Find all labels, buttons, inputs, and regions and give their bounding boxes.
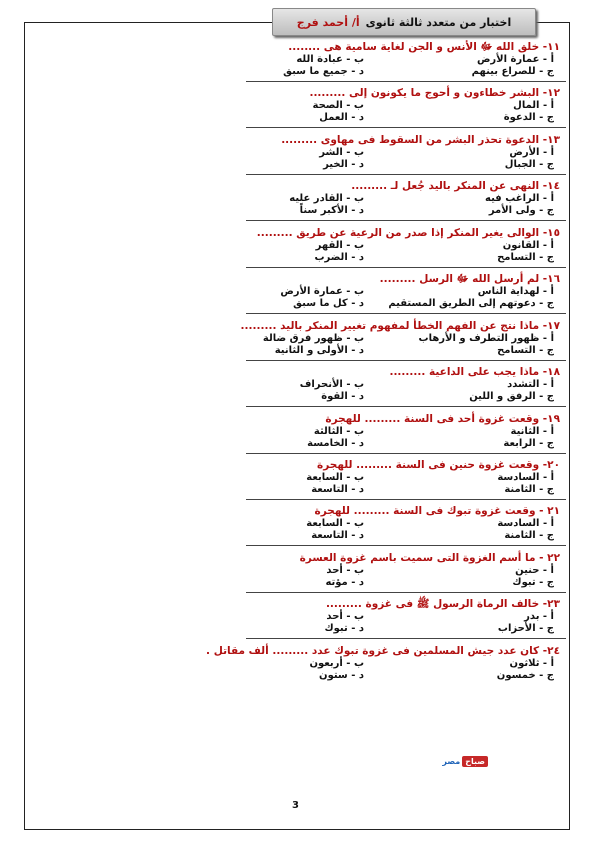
answer-option: ب - أحد	[326, 564, 364, 576]
question-text: ١٩- وقعت غزوة أحد فى السنة ......... للهجرة	[325, 412, 560, 425]
question-text: ١٢- البشر خطاءون و أحوج ما يكونون إلى .........	[309, 87, 560, 100]
options-row	[24, 518, 566, 530]
answer-option: د - الخير	[323, 158, 364, 170]
options-block	[24, 193, 566, 217]
header-author: أ/ أحمد فرج	[296, 15, 360, 29]
question-divider	[246, 174, 566, 175]
options-block	[24, 240, 566, 264]
question-item	[24, 458, 566, 500]
answer-option: د - جميع ما سبق	[283, 66, 364, 77]
options-row	[24, 193, 566, 205]
answer-option: أ - ظهور التطرف و الأرهاب	[418, 332, 554, 344]
answer-option: ج - الثامنة	[504, 530, 554, 542]
watermark-part-1: صباح	[462, 756, 488, 767]
answer-option: ج - الرابعة	[503, 437, 554, 449]
header-title: اختبار من متعدد ثالثة ثانوى	[365, 15, 512, 29]
answer-option: ب - أحد	[326, 611, 364, 623]
answer-option: د - الخامسة	[307, 437, 364, 449]
watermark-part-2: مصر	[442, 756, 461, 766]
header-banner	[272, 8, 536, 36]
question-divider	[246, 545, 566, 546]
answer-option: ب - ظهور فرق ضالة	[262, 332, 364, 344]
question-text: ٢١ - وقعت غزوة تبوك فى السنة ......... للهجرة	[314, 505, 560, 518]
question-item	[24, 272, 566, 314]
question-item	[24, 133, 566, 175]
options-block	[24, 611, 566, 635]
answer-option: ج - خمسون	[496, 669, 554, 681]
answer-option: ب - الأنحراف	[299, 379, 364, 391]
options-row	[24, 623, 566, 635]
options-block	[24, 147, 566, 171]
options-block	[24, 658, 566, 682]
answer-option: أ - القانون	[502, 239, 554, 251]
question-text: ٢٤- كان عدد جيش المسلمين فى غزوة تبوك عدد ......... ألف مقاتل .	[206, 644, 560, 657]
answer-option: د - الأولى و الثانية	[274, 344, 364, 356]
answer-option: د - العمل	[319, 112, 364, 124]
question-item	[24, 597, 566, 639]
question-text: ١٦- لم أرسل الله ﷻ الرسل .........	[379, 273, 560, 286]
answer-option: ب - الشر	[319, 146, 364, 158]
answer-option: أ - ثلاثون	[509, 657, 554, 669]
answer-option: ج - الجبال	[504, 158, 554, 170]
question-text: ١٤- النهى عن المنكر باليد جُعل لـ .........	[351, 180, 560, 193]
answer-option: ج - الرفق و اللين	[469, 391, 554, 403]
answer-option: أ - السادسة	[497, 471, 554, 483]
options-row	[24, 333, 566, 345]
page-number: 3	[292, 800, 299, 811]
options-row	[24, 472, 566, 484]
answer-option: ج - الثامنة	[504, 483, 554, 495]
answer-option: ب - أربعون	[309, 657, 364, 669]
answer-option: أ - بدر	[524, 611, 554, 623]
question-item	[24, 40, 566, 82]
question-item	[24, 412, 566, 454]
options-row	[24, 205, 566, 217]
answer-option: د - التاسعة	[311, 483, 364, 495]
options-row	[24, 100, 566, 112]
question-text: ١٥- الوالى يغير المنكر إذا صدر من الرعية عن طريق .........	[256, 226, 560, 239]
options-block	[24, 333, 566, 357]
question-item	[24, 319, 566, 361]
options-row	[24, 112, 566, 124]
options-block	[24, 100, 566, 124]
question-divider	[246, 638, 566, 639]
question-divider	[246, 360, 566, 361]
answer-option: د - التاسعة	[311, 530, 364, 542]
answer-option: ب - السابعة	[306, 471, 364, 483]
question-text: ٢٣- خالف الرماة الرسول ﷺ فى غزوة .........	[325, 598, 560, 611]
answer-option: ب - السابعة	[306, 518, 364, 530]
question-text: ١٨- ماذا يجب على الداعية .........	[389, 366, 560, 379]
answer-option: د - ستون	[319, 669, 364, 681]
options-block	[24, 379, 566, 403]
question-divider	[246, 127, 566, 128]
answer-option: ج - الأحزاب	[497, 623, 554, 635]
answer-option: ب - عبادة الله	[296, 54, 364, 65]
options-row	[24, 379, 566, 391]
question-text: ١٣- الدعوة تحذر البشر من السقوط فى مهاوى .........	[281, 133, 560, 146]
options-row	[24, 438, 566, 450]
options-block	[24, 54, 566, 78]
question-item	[24, 504, 566, 546]
question-divider	[246, 81, 566, 82]
answer-option: د - القوة	[321, 391, 364, 403]
options-block	[24, 426, 566, 450]
question-item	[24, 86, 566, 128]
options-row	[24, 240, 566, 252]
question-divider	[246, 592, 566, 593]
answer-option: ب - القادر عليه	[289, 193, 364, 205]
answer-option: أ - الثانية	[510, 425, 554, 437]
question-divider	[246, 220, 566, 221]
question-text: ١٧- ماذا نتج عن الفهم الخطأ لمفهوم تغيير المنكر باليد .........	[240, 319, 560, 332]
answer-option: ج - تبوك	[512, 576, 554, 588]
answer-option: أ - التشدد	[507, 379, 554, 391]
options-row	[24, 658, 566, 670]
question-divider	[246, 499, 566, 500]
options-block	[24, 518, 566, 542]
answer-option: أ - الراغب فيه	[485, 193, 554, 205]
answer-option: ج - التسامح	[497, 251, 554, 263]
options-row	[24, 391, 566, 403]
options-row	[24, 670, 566, 682]
answer-option: ج - الدعوة	[503, 112, 554, 124]
options-row	[24, 159, 566, 171]
options-row	[24, 252, 566, 264]
answer-option: ب - الثالثة	[313, 425, 364, 437]
question-divider	[246, 453, 566, 454]
answer-option: أ - الأرض	[509, 146, 554, 158]
question-divider	[246, 313, 566, 314]
options-row	[24, 530, 566, 542]
watermark-logo	[416, 753, 488, 769]
options-row	[24, 66, 566, 78]
answer-option: ب - عمارة الأرض	[280, 286, 364, 298]
options-row	[24, 54, 566, 66]
options-row	[24, 565, 566, 577]
question-text: ٢٠- وقعت غزوة حنين فى السنة ......... للهجرة	[317, 458, 560, 471]
question-item	[24, 226, 566, 268]
options-block	[24, 286, 566, 310]
options-row	[24, 286, 566, 298]
options-block	[24, 565, 566, 589]
answer-option: ج - دعوتهم إلى الطريق المستقيم	[388, 298, 554, 310]
options-row	[24, 345, 566, 357]
answer-option: د - الأكبر سناً	[299, 205, 364, 217]
question-list	[24, 40, 566, 682]
answer-option: د - الضرب	[314, 251, 364, 263]
answer-option: ج - للصراع بينهم	[471, 66, 554, 77]
options-block	[24, 472, 566, 496]
options-row	[24, 426, 566, 438]
options-row	[24, 484, 566, 496]
question-item	[24, 551, 566, 593]
answer-option: أ - عمارة الأرض	[476, 54, 554, 65]
question-item	[24, 644, 566, 682]
answer-option: أ - لهداية الناس	[477, 286, 554, 298]
answer-option: د - مؤته	[325, 576, 364, 588]
answer-option: ب - الصحة	[312, 100, 364, 112]
answer-option: أ - المال	[513, 100, 554, 112]
question-item	[24, 365, 566, 407]
options-row	[24, 577, 566, 589]
question-divider	[246, 406, 566, 407]
question-text: ١١- خلق الله ﷻ الأنس و الجن لغاية سامية هى ........	[288, 41, 560, 53]
question-divider	[246, 267, 566, 268]
question-text: ٢٢ - ما أسم الغزوة التى سميت باسم غزوة العسرة	[299, 551, 560, 564]
answer-option: د - تبوك	[324, 623, 364, 635]
answer-option: أ - السادسة	[497, 518, 554, 530]
answer-option: أ - حنين	[515, 564, 554, 576]
answer-option: ج - ولى الأمر	[488, 205, 554, 217]
options-row	[24, 298, 566, 310]
answer-option: د - كل ما سبق	[293, 298, 364, 310]
options-row	[24, 611, 566, 623]
answer-option: ب - القهر	[315, 239, 364, 251]
question-item	[24, 179, 566, 221]
options-row	[24, 147, 566, 159]
answer-option: ج - التسامح	[497, 344, 554, 356]
